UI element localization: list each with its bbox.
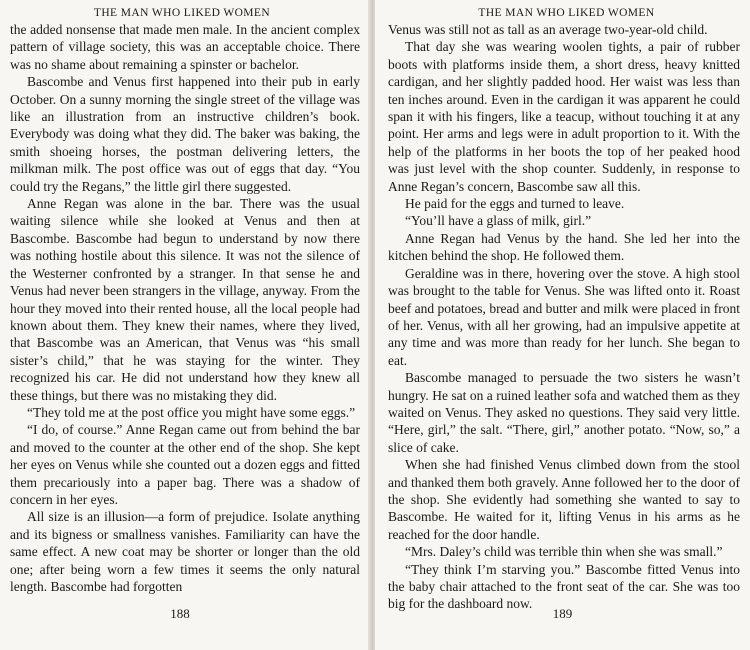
page-number-right: 189	[552, 606, 573, 621]
paragraph: “You’ll have a glass of milk, girl.”	[405, 213, 592, 229]
left-page	[0, 0, 370, 650]
running-header-right: THE MAN WHO LIKED WOMEN	[478, 7, 655, 19]
paragraph: “Mrs. Daley’s child was terrible thin when she was small.”	[405, 544, 723, 560]
left-page-body	[10, 21, 360, 595]
paragraph: That day she was wearing woolen tights, a pair of rubber boots with platforms inside them, a short dress, heavy knitted cardigan, and her slightly padded hood. Her waist was less than ten inches around. Even in the cardigan it was apparent he could span it with his fingers, like a teacup, without touching it at any point. Her arms and legs were in adult proportion to it. With the help of the platforms in her boots the top of her peaked hood was just level with the shop counter. Suddenly, in response to Anne Regan’s concern, Bascombe saw all this.	[388, 39, 740, 194]
paragraph: Anne Regan had Venus by the hand. She led her into the kitchen behind the shop. He followed them.	[388, 230, 740, 264]
paragraph: “They think I’m starving you.” Bascombe fitted Venus into the baby chair attached to the front seat of the car. She was too big for the dashboard now.	[388, 561, 740, 612]
paragraph: When she had finished Venus climbed down from the stool and thanked them both gravely. Anne followed her to the door of the shop. She evidently had something she wanted to say to Bascombe. He waited for it, lifting Venus in his arms as he reached for the door handle.	[388, 457, 740, 542]
paragraph: Bascombe and Venus first happened into their pub in early October. On a sunny morning the single street of the village was like an illustration from an instructive children’s book. Everybody was doing what they did. The baker was baking, the smith shoeing horses, the postman delivering letters, the milkman milk. The post office was out of eggs that day. “You could try the Regans,” the little girl there suggested.	[10, 74, 360, 194]
running-header-left: THE MAN WHO LIKED WOMEN	[93, 7, 271, 19]
page-number-left: 188	[170, 606, 190, 621]
right-page	[375, 0, 750, 650]
paragraph: Bascombe managed to persuade the two sisters he wasn’t hungry. He sat on a ruined leather sofa and watched them as they waited on Venus. They asked no questions. They said very little. “Here, girl,” the salt. “There, girl,” another potato. “Now, so,” a slice of cake.	[388, 370, 740, 455]
paragraph: Venus was still not as tall as an average two-year-old child.	[388, 22, 708, 37]
paragraph: the added nonsense that made men male. In the ancient complex pattern of village society, this was an acceptable choice. There was no shame about remaining a spinster or bachelor.	[10, 22, 360, 72]
paragraph: “They told me at the post office you might have some eggs.”	[27, 404, 356, 420]
right-page-body	[388, 21, 740, 613]
paragraph: All size is an illusion—a form of prejudice. Isolate anything and its bigness or smallness vanishes. Familiarity can have the same effect. A new coat may be shorter or longer than the old one; after being worn a few times it seems the only natural length. Bascombe had forgotten	[10, 509, 360, 594]
paragraph: He paid for the eggs and turned to leave.	[405, 196, 625, 212]
paragraph: “I do, of course.” Anne Regan came out from behind the bar and moved to the counter at the other end of the shop. She kept her eyes on Venus while she counted out a dozen eggs and fitted them precariously into a paper bag. There was a shadow of concern in her eyes.	[10, 422, 360, 507]
paragraph: Anne Regan was alone in the bar. There was the usual waiting silence while she looked at Venus and then at Bascombe. Bascombe had begun to understand by now there was nothing hostile about this silence. It was not the silence of the Westerner confronted by a stranger. In that sense he and Venus had never been strangers in the village, anyway. From the hour they moved into their rented house, all the local people had known about them. They knew their names, where they lived, that Bascombe was an American, that Venus was “his small sister’s child,” that he was staying for the winter. They recognized his car. He did not understand how they knew all these things, but there was no mistaking they did.	[10, 196, 360, 403]
paragraph: Geraldine was in there, hovering over the stove. A high stool was brought to the table for Venus. She was lifted onto it. Roast beef and potatoes, bread and butter and milk were placed in front of her. Venus, with all her growing, had an impulsive appetite at any time and was more than ready for her lunch. She began to eat.	[388, 265, 740, 368]
